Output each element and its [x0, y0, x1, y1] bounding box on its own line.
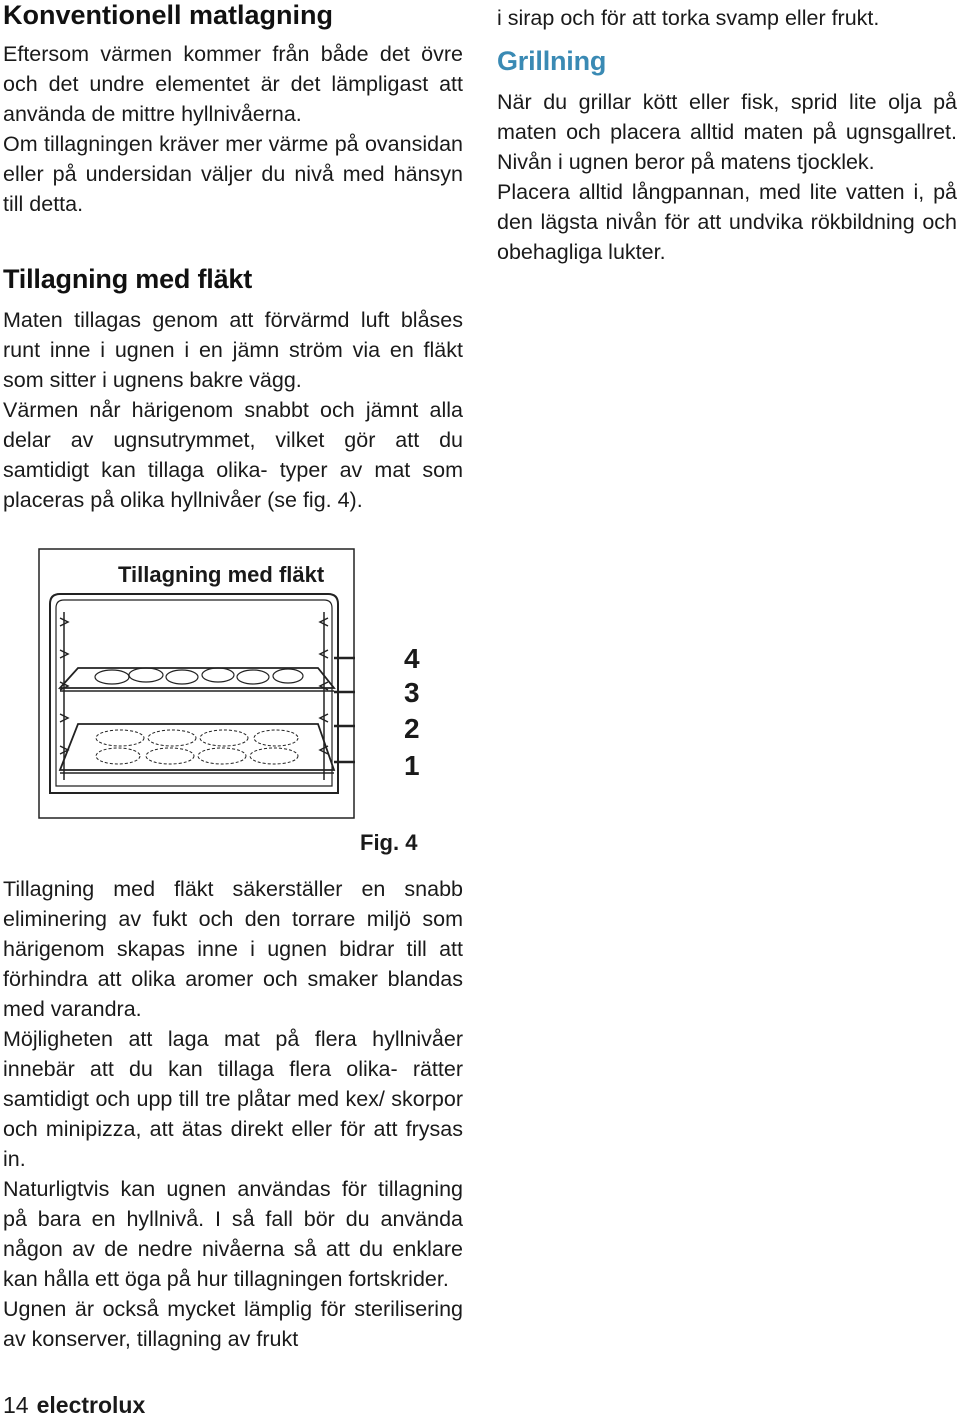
oven-diagram-illustration [38, 548, 355, 819]
paragraph-grilling: När du grillar kött eller fisk, sprid lite olja på maten och placera alltid maten på ugnsgallret. Nivån i ugnen beror på matens tjocklek. Placera alltid långpannan, med lite vatten i, på den lägsta nivån för att undvika rökbildning och obehagliga lukter. [497, 90, 957, 264]
page-footer [3, 1390, 145, 1420]
heading-fan-cooking: Tillagning med fläkt [3, 264, 253, 294]
paragraph-fan-cooking-continued: Tillagning med fläkt säkerställer en snabb eliminering av fukt och den torrare miljö som härigenom skapas inne i ugnen bidrar till att förhindra att olika aromer och smaker blandas med varandra. Möjligheten att laga mat på flera hyllnivåer innebär att du kan tillaga flera olika- rätter samtidigt och upp till tre plåtar med kex/ skorpor och minipizza, att ätas direkt eller för att frysas in. Naturligtvis kan ugnen användas för tillagning på bara en hyllnivå. I så fall bör du använda någon av de nedre nivåerna så att du enklare kan hålla ett öga på hur tillagningen fortskrider. Ugnen är också mycket lämplig för sterilisering av konserver, tillagning av frukt [3, 877, 463, 1351]
figure-caption: Fig. 4 [360, 830, 418, 855]
level-label-1: 1 [404, 750, 420, 781]
level-label-4: 4 [404, 643, 420, 674]
paragraph-fan-cooking-end: i sirap och för att torka svamp eller frukt. [497, 6, 880, 30]
level-label-3: 3 [404, 677, 420, 708]
paragraph-conventional-cooking: Eftersom värmen kommer från både det övre och det undre elementet är det lämpligast att använda de mittre hyllnivåerna. Om tillagningen kräver mer värme på ovansidan eller på undersidan väljer du nivå med hänsyn till detta. [3, 42, 463, 216]
brand-logo-text: electrolux [36, 1392, 146, 1418]
figure-title: Tillagning med fläkt [118, 562, 325, 587]
level-label-2: 2 [404, 713, 420, 744]
heading-conventional-cooking: Konventionell matlagning [3, 0, 334, 30]
oven-figure [38, 548, 355, 819]
paragraph-fan-cooking: Maten tillagas genom att förvärmd luft blåses runt inne i ugnen i en jämn ström via en fläkt som sitter i ugnens bakre vägg. Värmen når härigenom snabbt och jämnt alla delar av ugnsutrymmet, vilket gör att du samtidigt kan tillaga olika- typer av mat som placeras på olika hyllnivåer (se fig. 4). [3, 308, 463, 512]
heading-grilling: Grillning [497, 46, 607, 76]
page-number: 14 [3, 1392, 29, 1418]
